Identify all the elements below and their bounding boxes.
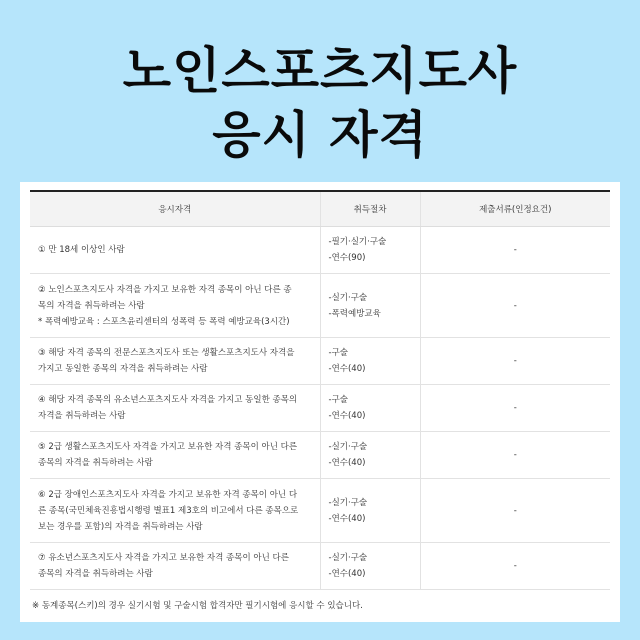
documents-cell: - (420, 227, 610, 274)
qualification-line: 가지고 동일한 종목의 자격을 취득하려는 사람 (38, 364, 208, 374)
documents-cell: - (420, 543, 610, 590)
qualification-cell (30, 274, 320, 338)
header-qualification: 응시자격 (30, 191, 320, 227)
procedure-line: -폭력예방교육 (328, 308, 381, 319)
procedure-line: -연수(40) (328, 458, 366, 468)
table-row (30, 385, 610, 432)
table-row (30, 274, 610, 338)
procedure-cell (320, 543, 420, 590)
table-row (30, 227, 610, 274)
documents-cell: - (420, 338, 610, 385)
header-procedure: 취득절차 (320, 191, 420, 227)
procedure-line: -구술 (328, 395, 348, 405)
qualification-line: ③ 해당 자격 종목의 전문스포츠지도사 또는 생활스포츠지도사 자격을 (38, 348, 295, 358)
page-title: 노인스포츠지도사 (122, 42, 518, 100)
qualification-cell (30, 543, 320, 590)
table-row (30, 338, 610, 385)
procedure-line: -연수(40) (328, 569, 366, 579)
procedure-cell (320, 338, 420, 385)
table-header-row (30, 191, 610, 227)
procedure-cell (320, 227, 420, 274)
qualification-card (20, 182, 620, 622)
qualification-line: 자격을 취득하려는 사람 (38, 411, 126, 421)
table-row (30, 543, 610, 590)
qualification-line: ① 만 18세 이상인 사람 (38, 245, 125, 255)
procedure-line: -실기·구술 (328, 292, 368, 303)
procedure-line: -필기·실기·구술 (328, 237, 387, 247)
procedure-line: -연수(40) (328, 364, 366, 374)
documents-cell: - (420, 479, 610, 543)
qualification-line: 보는 경우를 포함)의 자격을 취득하려는 사람 (38, 521, 203, 532)
procedure-cell (320, 385, 420, 432)
qualification-line: ⑦ 유소년스포츠지도사 자격을 가지고 보유한 자격 종목이 아닌 다른 (38, 553, 289, 563)
procedure-line: -실기·구술 (328, 442, 368, 452)
qualification-line: 종목의 자격을 취득하려는 사람 (38, 458, 153, 468)
qualification-line: ⑥ 2급 장애인스포츠지도사 자격을 가지고 보유한 자격 종목이 아닌 다 (38, 489, 298, 500)
procedure-line: -구술 (328, 348, 348, 358)
qualification-line: ④ 해당 자격 종목의 유소년스포츠지도사 자격을 가지고 동일한 종목의 (38, 395, 298, 405)
qualification-cell (30, 479, 320, 543)
qualification-cell (30, 432, 320, 479)
qualification-line: 종목의 자격을 취득하려는 사람 (38, 569, 153, 579)
procedure-line: -연수(40) (328, 513, 366, 524)
footnote: ※ 동계종목(스키)의 경우 실기시험 및 구술시험 합격자만 필기시험에 응시할 수 있습니다. (32, 601, 363, 611)
header-documents: 제출서류(인정요건) (420, 191, 610, 227)
procedure-cell (320, 274, 420, 338)
documents-cell: - (420, 274, 610, 338)
procedure-line: -실기·구술 (328, 553, 368, 563)
qualification-line: * 폭력예방교육 : 스포츠윤리센터의 성폭력 등 폭력 예방교육(3시간) (38, 316, 290, 327)
documents-cell: - (420, 432, 610, 479)
procedure-cell (320, 432, 420, 479)
qualification-cell (30, 227, 320, 274)
qualification-cell (30, 385, 320, 432)
procedure-line: -연수(90) (328, 253, 366, 263)
qualification-line: ⑤ 2급 생활스포츠지도사 자격을 가지고 보유한 자격 종목이 아닌 다른 (38, 442, 298, 452)
documents-cell: - (420, 385, 610, 432)
qualification-line: 른 종목(국민체육진흥법시행령 별표1 제3호의 비고에서 다른 종목으로 (38, 505, 299, 516)
procedure-line: -실기·구술 (328, 497, 368, 508)
qualification-line: ② 노인스포츠지도사 자격을 가지고 보유한 자격 종목이 아닌 다른 종 (38, 284, 292, 295)
page-subtitle: 응시 자격 (212, 106, 428, 164)
qualification-line: 목의 자격을 취득하려는 사람 (38, 300, 145, 311)
table-row (30, 432, 610, 479)
table-row (30, 479, 610, 543)
qualification-cell (30, 338, 320, 385)
procedure-line: -연수(40) (328, 411, 366, 421)
qualification-table (30, 190, 610, 590)
procedure-cell (320, 479, 420, 543)
